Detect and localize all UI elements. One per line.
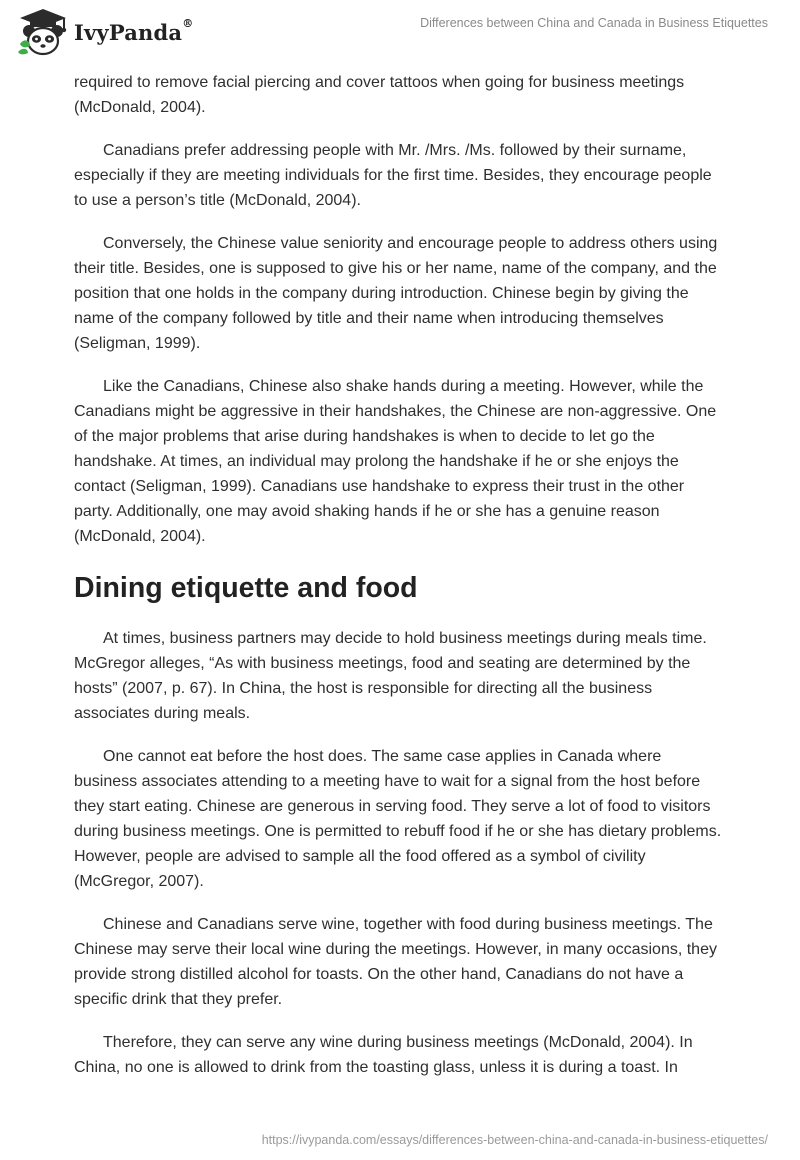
section-heading: Dining etiquette and food [74,572,418,604]
brand-name: IvyPanda® [74,16,194,45]
paragraph: Canadians prefer addressing people with Mr. /Mrs. /Ms. followed by their surname, especially if they are meeting individuals for the first time. Besides, they encourage people to use a person’s title (McDonald, 2004). [74,142,712,209]
panda-graduate-logo-icon [16,6,70,58]
document-title: Differences between China and Canada in Business Etiquettes [420,16,768,30]
paragraph: Therefore, they can serve any wine during business meetings (McDonald, 2004). In China, no one is allowed to drink from the toasting glass, unless it is during a toast. In [74,1034,693,1076]
paragraph-continued: required to remove facial piercing and cover tattoos when going for business meetings (McDonald, 2004). [74,74,685,116]
paragraph: At times, business partners may decide to hold business meetings during meals time. McGregor alleges, “As with business meetings, food and seating are determined by the hosts” (2007, p. 67). In China, the host is responsible for directing all the business associates during meals. [74,630,707,722]
source-url[interactable]: https://ivypanda.com/essays/differences-between-china-and-canada-in-business-etiquettes/ [261,1133,768,1147]
paragraph: Conversely, the Chinese value seniority and encourage people to address others using their title. Besides, one is supposed to give his or her name, name of the company, and the position that one holds in the company during introduction. Chinese begin by giving the name of the company followed by title and their name when introducing themselves (Seligman, 1999). [74,235,718,352]
essay-content [74,70,726,1098]
paragraph: Chinese and Canadians serve wine, together with food during business meetings. The Chinese may serve their local wine during the meetings. However, in many occasions, they provide strong distilled alcohol for toasts. On the other hand, Canadians do not have a specific drink that they prefer. [74,916,717,1008]
paragraph: Like the Canadians, Chinese also shake hands during a meeting. However, while the Canadians might be aggressive in their handshakes, the Chinese are non-aggressive. One of the major problems that arise during handshakes is when to decide to let go the handshake. At times, an individual may prolong the handshake if he or she enjoys the contact (Seligman, 1999). Canadians use handshake to express their trust in the other party. Additionally, one may avoid shaking hands if he or she has a genuine reason (McDonald, 2004). [74,378,717,545]
brand-logo[interactable] [16,6,193,58]
paragraph: One cannot eat before the host does. The same case applies in Canada where business associates attending to a meeting have to wait for a signal from the host before they start eating. Chinese are generous in serving food. They serve a lot of food to visitors during business meetings. One is permitted to rebuff food if he or she has dietary problems. However, people are advised to sample all the food offered as a symbol of civility (McGregor, 2007). [74,748,722,890]
page-header [0,0,800,64]
